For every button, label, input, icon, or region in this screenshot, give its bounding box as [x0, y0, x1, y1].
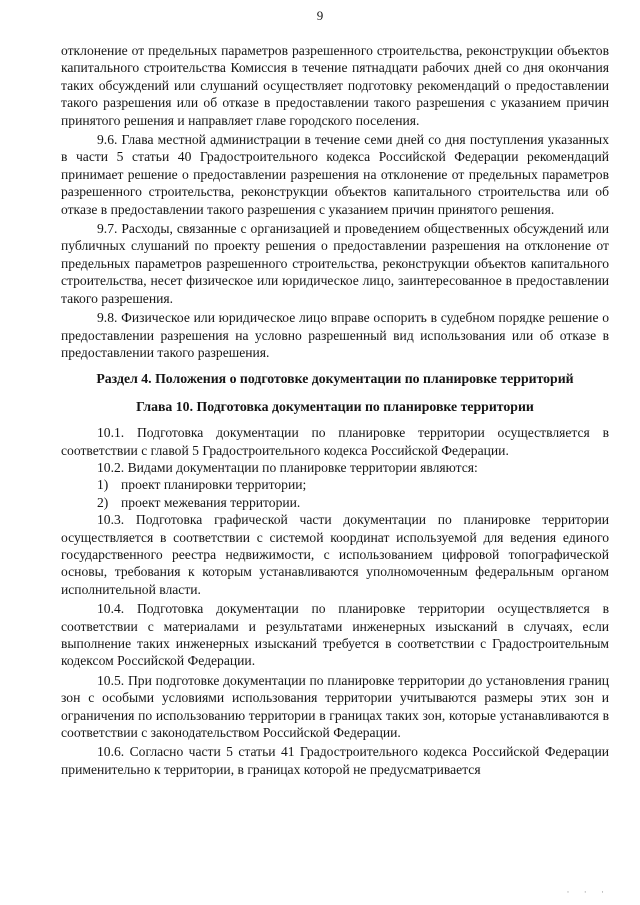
paragraph-9-7: 9.7. Расходы, связанные с организацией и проведением общественных обсуждений или публичных слушаний по проекту решения о предоставлении разрешения на отклонение от предельных параметров разрешенного строительства, реконструкции объектов капитального строительства, несет физическое или юридическое лицо, заинтересованное в предоставлении такого разрешения.: [61, 221, 609, 306]
list-item-text: проект межевания территории.: [121, 494, 301, 510]
list-item: [61, 476, 609, 493]
list-item-text: проект планировки территории;: [121, 477, 307, 493]
list-item-number: 2): [97, 494, 109, 510]
paragraph-10-6: 10.6. Согласно части 5 статьи 41 Градостроительного кодекса Российской Федерации применительно к территории, в границах которой не предусматривается: [61, 744, 609, 777]
paragraph-9-8: 9.8. Физическое или юридическое лицо вправе оспорить в судебном порядке решение о предоставлении разрешения на условно разрешенный вид использования или об отказе в предоставлении такого разрешения.: [61, 310, 609, 360]
paragraph-10-2: 10.2. Видами документации по планировке территории являются:: [97, 459, 478, 475]
document-body: [61, 42, 609, 778]
paragraph-9-6: 9.6. Глава местной администрации в течение семи дней со дня поступления указанных в части 5 статьи 40 Градостроительного кодекса Российской Федерации рекомендаций принимает решение о предоставлении разрешения на отклонение от предельных параметров разрешенного строительства, реконструкции объектов капитального строительства или об отказе в предоставлении такого разрешения с указанием причин принятого решения.: [61, 132, 609, 217]
paragraph-continuation: отклонение от предельных параметров разрешенного строительства, реконструкции объектов капитального строительства Комиссия в течение пятнадцати рабочих дней со дня окончания таких обсуждений или слушаний осуществляет подготовку рекомендаций о предоставлении такого разрешения или об отказе в предоставлении такого разрешения с указанием причин принятого решения и направляет главе городского поселения.: [61, 43, 609, 128]
list-item-number: 1): [97, 477, 109, 493]
list-item: [61, 494, 609, 511]
paragraph-10-5: 10.5. При подготовке документации по планировке территории до установления границ зон с особыми условиями использования территории учитываются размеры этих зон и ограничения по использованию территории в границах таких зон, которые устанавливаются в соответствии с законодательством Российской Федерации.: [61, 672, 609, 741]
page-number: 9: [316, 8, 324, 23]
paragraph-10-3: 10.3. Подготовка графической части документации по планировке территории осуществляется в соответствии с системой координат используемой для ведения единого государственного реестра недвижимости, с использованием цифровой топографической основы, требования к которым устанавливаются уполномоченным федеральным органом исполнительной власти.: [61, 512, 609, 597]
paragraph-10-1: 10.1. Подготовка документации по планировке территории осуществляется в соответствии с главой 5 Градостроительного кодекса Российской Федерации.: [61, 425, 609, 458]
chapter-heading: Глава 10. Подготовка документации по планировке территории: [136, 398, 534, 414]
section-heading: Раздел 4. Положения о подготовке документации по планировке территорий: [96, 371, 574, 387]
paragraph-10-4: 10.4. Подготовка документации по планировке территории осуществляется в соответствии с материалами и результатами инженерных изысканий в случаях, если выполнение таких инженерных изысканий требуется в соответствии с Градостроительным кодексом Российской Федерации.: [61, 601, 609, 669]
scan-artifact: · · ·: [566, 887, 610, 897]
